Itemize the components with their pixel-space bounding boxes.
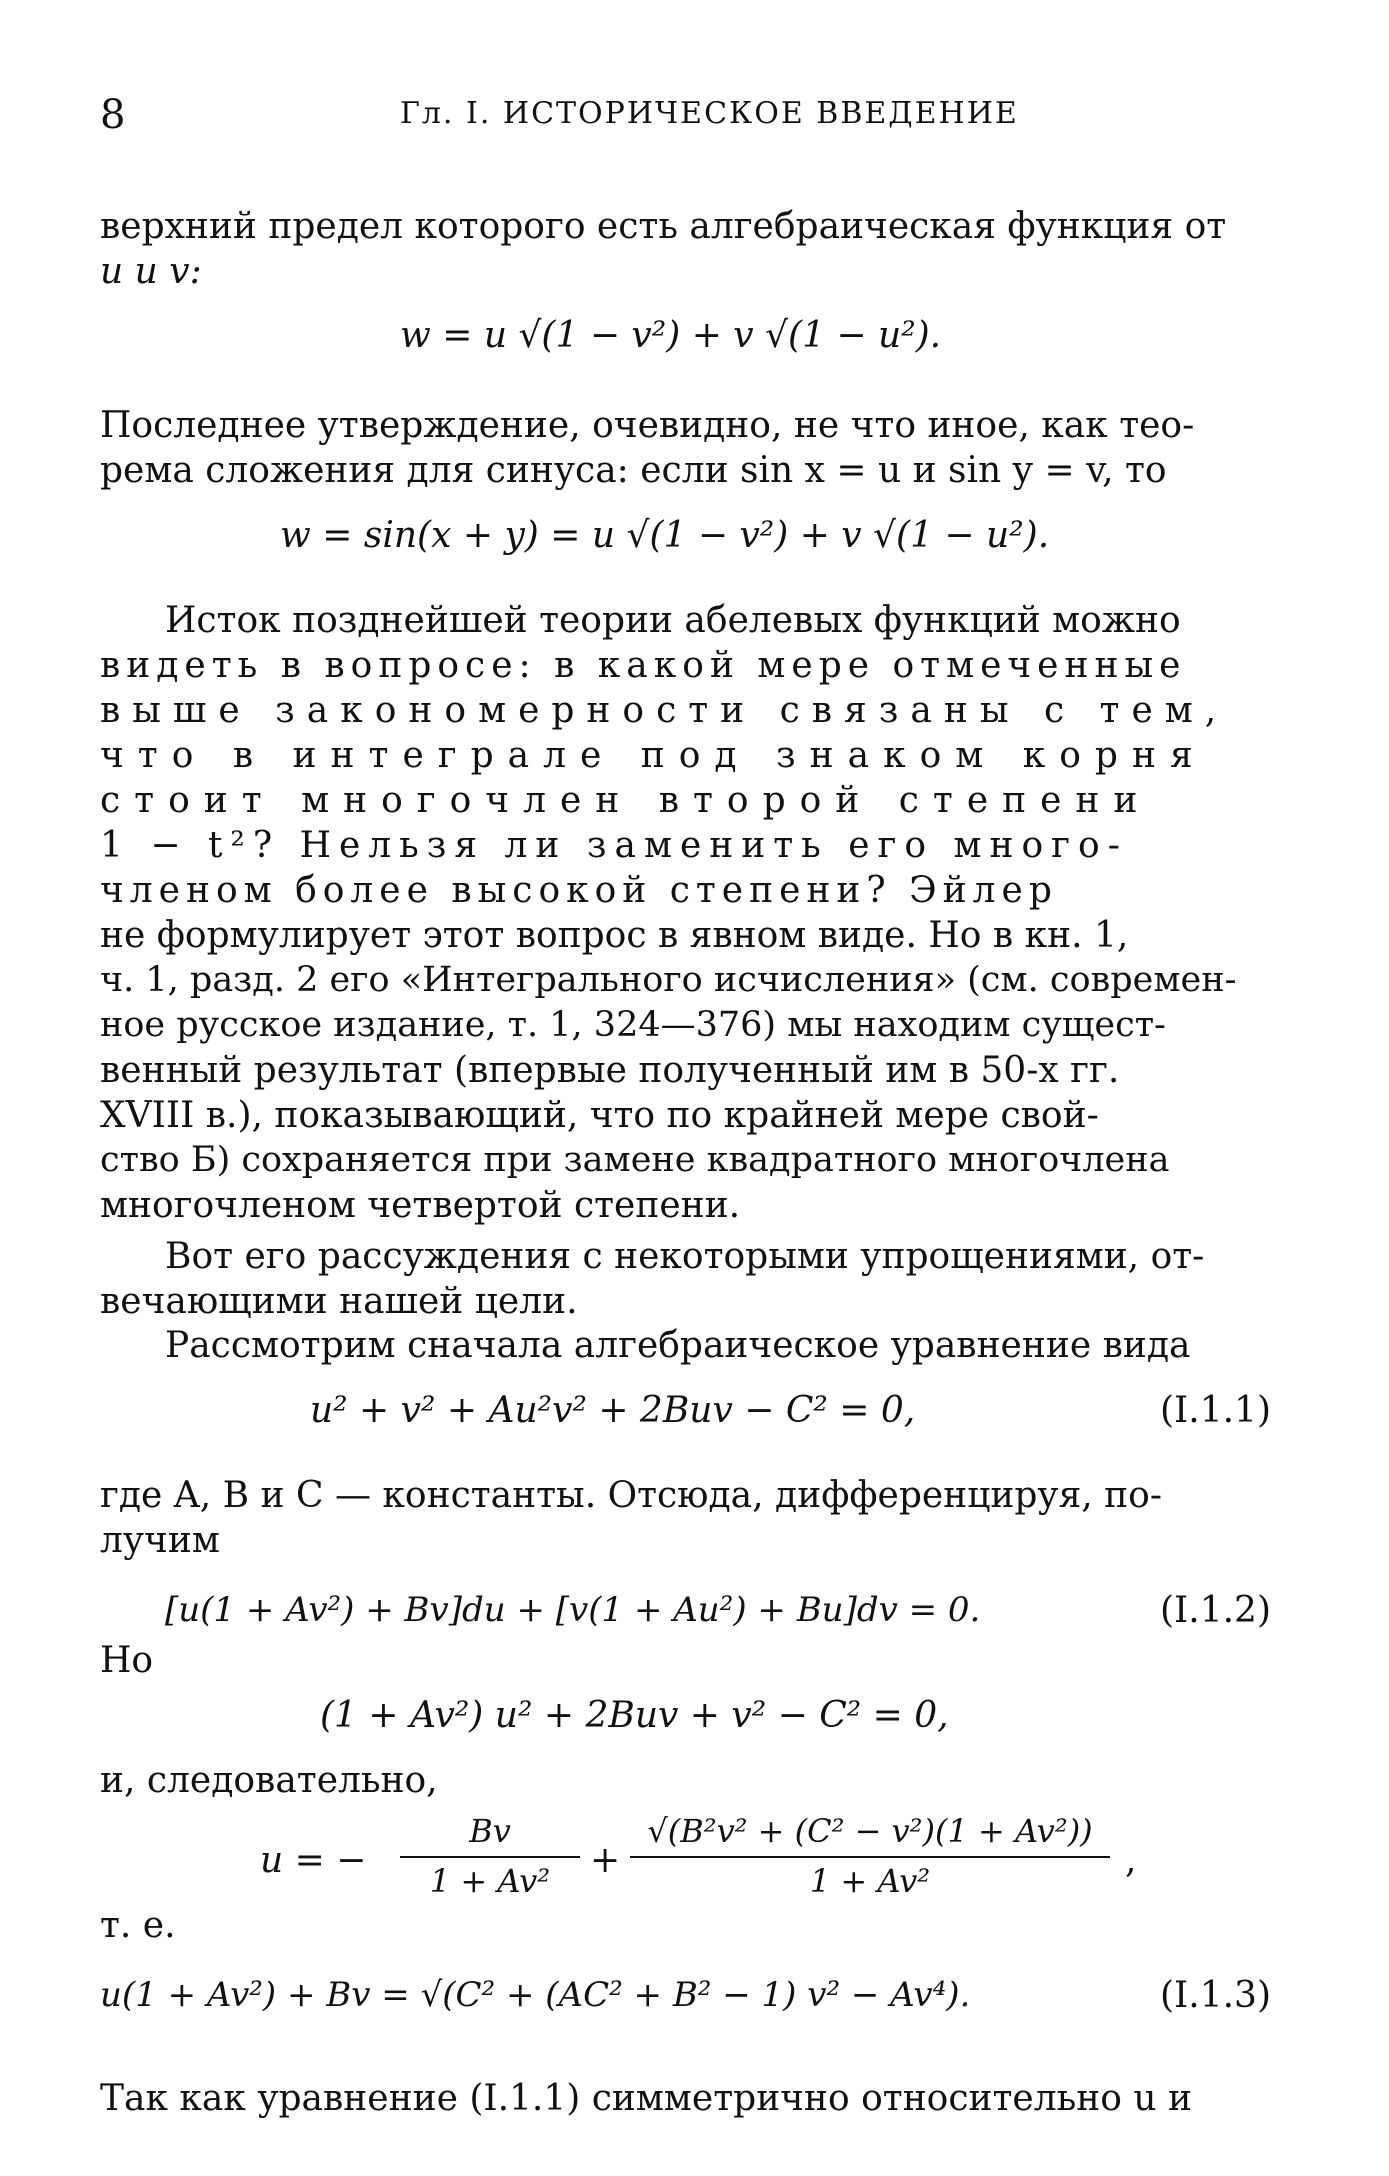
fraction-denominator: 1 + Av² <box>429 1862 551 1900</box>
page-number: 8 <box>100 92 126 138</box>
equation-1-1-3: u(1 + Av²) + Bv = √(C² + (AC² + B² − 1) v² − Av⁴). <box>100 1975 971 2015</box>
paragraph-line: верхний предел которого есть алгебраическая функция от <box>100 206 1227 247</box>
comma: , <box>1125 1840 1137 1881</box>
paragraph-line: рема сложения для синуса: если sin x = u и sin y = v, то <box>100 450 1167 491</box>
paragraph-line: что в интеграле под знаком корня <box>100 735 1207 776</box>
equation-sin: w = sin(x + y) = u √(1 − v²) + v √(1 − u²). <box>280 515 1050 556</box>
paragraph-line: венный результат (впервые полученный им в 50-х гг. <box>100 1050 1120 1091</box>
paragraph-line: стоит многочлен второй степени <box>100 780 1152 821</box>
fraction-bar <box>630 1856 1110 1858</box>
paragraph-line: не формулирует этот вопрос в явном виде. Но в кн. 1, <box>100 915 1129 956</box>
paragraph-line: Исток позднейшей теории абелевых функций можно <box>165 600 1181 641</box>
fraction-numerator: Bv <box>469 1812 511 1850</box>
paragraph-line: и, следовательно, <box>100 1760 438 1801</box>
equation-number: (I.1.3) <box>1160 1975 1272 2016</box>
paragraph-line: ное русское издание, т. 1, 324—376) мы находим сущест- <box>100 1005 1166 1045</box>
paragraph-line: Последнее утверждение, очевидно, не что иное, как тео- <box>100 405 1195 446</box>
paragraph-line: Так как уравнение (I.1.1) симметрично относительно u и <box>100 2078 1192 2119</box>
paragraph-line: Но <box>100 1640 154 1681</box>
paragraph-line: членом более высокой степени? Эйлер <box>100 870 1058 911</box>
paragraph-line: т. е. <box>100 1905 176 1946</box>
paragraph-line: ство Б) сохраняется при замене квадратного многочлена <box>100 1140 1170 1180</box>
equation-1-1-1: u² + v² + Au²v² + 2Buv − C² = 0, <box>310 1390 916 1431</box>
equation-but: (1 + Av²) u² + 2Buv + v² − C² = 0, <box>320 1695 949 1736</box>
paragraph-line: XVIII в.), показывающий, что по крайней мере свой- <box>100 1095 1099 1136</box>
paragraph-line: 1 − t²? Нельзя ли заменить его много- <box>100 825 1128 866</box>
running-title: Гл. I. ИСТОРИЧЕСКОЕ ВВЕДЕНИЕ <box>400 96 1019 131</box>
fraction-denominator: 1 + Av² <box>809 1862 931 1900</box>
equation-number: (I.1.2) <box>1160 1590 1272 1631</box>
paragraph-line: Рассмотрим сначала алгебраическое уравнение вида <box>165 1325 1191 1366</box>
paragraph-line: видеть в вопросе: в какой мере отмеченные <box>100 645 1187 686</box>
paragraph-line: ч. 1, разд. 2 его «Интегрального исчисления» (см. современ- <box>100 960 1237 1000</box>
paragraph-line: многочленом четвертой степени. <box>100 1185 741 1226</box>
equation-w: w = u √(1 − v²) + v √(1 − u²). <box>400 315 942 356</box>
paragraph-line: лучим <box>100 1520 220 1561</box>
paragraph-line: вечающими нашей цели. <box>100 1281 578 1322</box>
equation-number: (I.1.1) <box>1160 1390 1272 1431</box>
plus-sign: + <box>590 1840 621 1881</box>
fraction-numerator: √(B²v² + (C² − v²)(1 + Av²)) <box>647 1812 1093 1850</box>
paragraph-line: где A, B и C — константы. Отсюда, дифференцируя, по- <box>100 1475 1162 1516</box>
equation-1-1-2: [u(1 + Av²) + Bv]du + [v(1 + Au²) + Bu]dv = 0. <box>165 1590 981 1630</box>
equation-u-lhs: u = − <box>260 1840 367 1881</box>
paragraph-line: выше закономерности связаны с тем, <box>100 690 1229 731</box>
fraction-bar <box>400 1856 580 1858</box>
paragraph-line: Вот его рассуждения с некоторыми упрощениями, от- <box>165 1236 1205 1277</box>
paragraph-line: u и v: <box>100 251 202 292</box>
